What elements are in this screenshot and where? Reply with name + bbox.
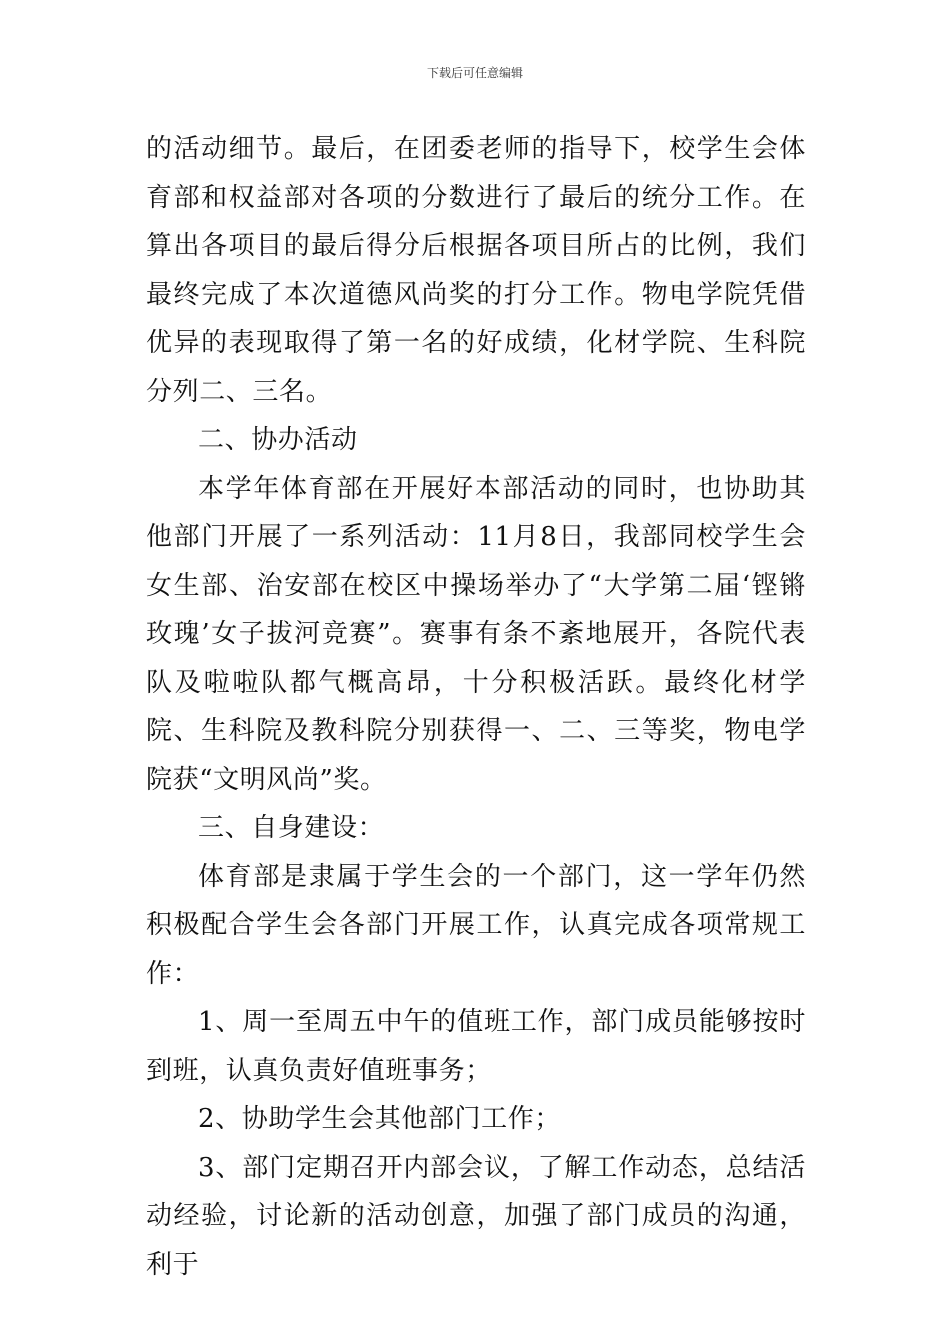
section-heading-assisted-activities: 二、协办活动 <box>198 425 358 455</box>
list-item-assist-departments: 2、协助学生会其他部门工作； <box>198 1104 561 1134</box>
paragraph-activity-details: 的活动细节。最后，在团委老师的指导下，校学生会体育部和权益部对各项的分数进行了最后的统分工作。在算出各项目的最后得分后根据各项目所占的比例，我们最终完成了本次道德风尚奖的打分工作。物电学院凭借优异的表现取得了第一名的好成绩，化材学院、生科院分列二、三名。 <box>146 134 806 407</box>
section-heading-self-building: 三、自身建设： <box>198 813 385 843</box>
document-body <box>146 125 806 1289</box>
list-item-internal-meetings: 3、部门定期召开内部会议，了解工作动态，总结活动经验，讨论新的活动创意，加强了部门成员的沟通，利于 <box>146 1152 806 1280</box>
paragraph-assisted-activities: 本学年体育部在开展好本部活动的同时，也协助其他部门开展了一系列活动：11月8日，我部同校学生会女生部、治安部在校区中操场举办了“大学第二届‘铿锵玫瑰’女子拔河竞赛”。赛事有条不紊地展开，各院代表队及啦啦队都气概高昂，十分积极活跃。最终化材学院、生科院及教科院分别获得一、二、三等奖，物电学院获“文明风尚”奖。 <box>146 473 806 795</box>
list-item-duty-shifts: 1、周一至周五中午的值班工作，部门成员能够按时到班，认真负责好值班事务； <box>146 1007 806 1086</box>
page-header-note: 下载后可任意编辑 <box>426 66 523 80</box>
paragraph-self-building: 体育部是隶属于学生会的一个部门，这一学年仍然积极配合学生会各部门开展工作，认真完成各项常规工作： <box>146 861 806 989</box>
